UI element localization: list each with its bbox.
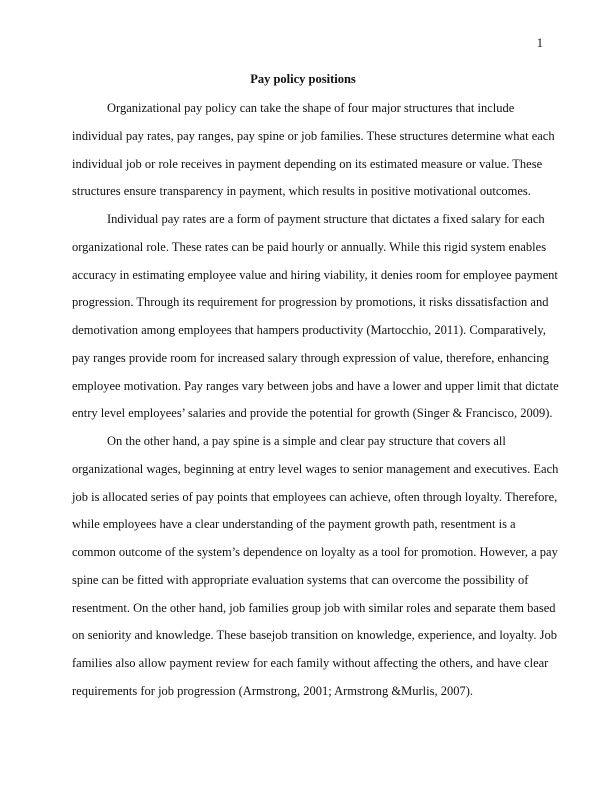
text-line: accuracy in estimating employee value and hiring viability, it denies room for employee payment: [72, 267, 558, 282]
text-line: progression. Through its requirement for progression by promotions, it risks dissatisfaction and: [72, 295, 549, 310]
text-line: entry level employees’ salaries and provide the potential for growth (Singer & Francisco, 2009).: [72, 406, 553, 421]
paragraph: [72, 208, 559, 430]
text-line: spine can be fitted with appropriate evaluation systems that can overcome the possibility of: [72, 572, 529, 587]
text-line: resentment. On the other hand, job families group job with similar roles and separate them based: [72, 600, 556, 615]
document-body: [72, 97, 559, 708]
text-line: individual pay rates, pay ranges, pay spine or job families. These structures determine what each: [72, 128, 555, 143]
text-line: organizational role. These rates can be paid hourly or annually. While this rigid system enables: [72, 239, 547, 254]
page-number: 1: [536, 36, 543, 50]
text-line: common outcome of the system’s dependence on loyalty as a tool for promotion. However, a pay: [72, 545, 558, 559]
text-line: individual job or role receives in payment depending on its estimated measure or value. These: [72, 156, 543, 171]
text-line: pay ranges provide room for increased salary through expression of value, therefore, enhancing: [72, 350, 549, 365]
text-line: employee motivation. Pay ranges vary between jobs and have a lower and upper limit that dictate: [72, 378, 559, 393]
text-line: families also allow payment review for each family without affecting the others, and have clear: [72, 656, 549, 670]
paragraph: [72, 97, 555, 208]
text-line: Individual pay rates are a form of payment structure that dictates a fixed salary for each: [107, 212, 545, 226]
paragraph: [72, 430, 559, 708]
text-line: on seniority and knowledge. These basejob transition on knowledge, experience, and loyalty. Job: [72, 628, 557, 643]
text-line: requirements for job progression (Armstrong, 2001; Armstrong &Murlis, 2007).: [72, 683, 473, 698]
text-line: organizational wages, beginning at entry level wages to senior management and executives. Each: [72, 461, 559, 476]
document-title: Pay policy positions: [250, 72, 356, 86]
text-line: job is allocated series of pay points that employees can achieve, often through loyalty. Therefore,: [72, 489, 558, 504]
text-line: structures ensure transparency in payment, which results in positive motivational outcomes.: [72, 184, 531, 199]
text-line: demotivation among employees that hampers productivity (Martocchio, 2011). Comparatively,: [72, 323, 546, 337]
text-line: Organizational pay policy can take the shape of four major structures that include: [107, 101, 515, 115]
text-line: On the other hand, a pay spine is a simple and clear pay structure that covers all: [107, 434, 506, 448]
text-line: while employees have a clear understanding of the payment growth path, resentment is a: [72, 517, 516, 532]
